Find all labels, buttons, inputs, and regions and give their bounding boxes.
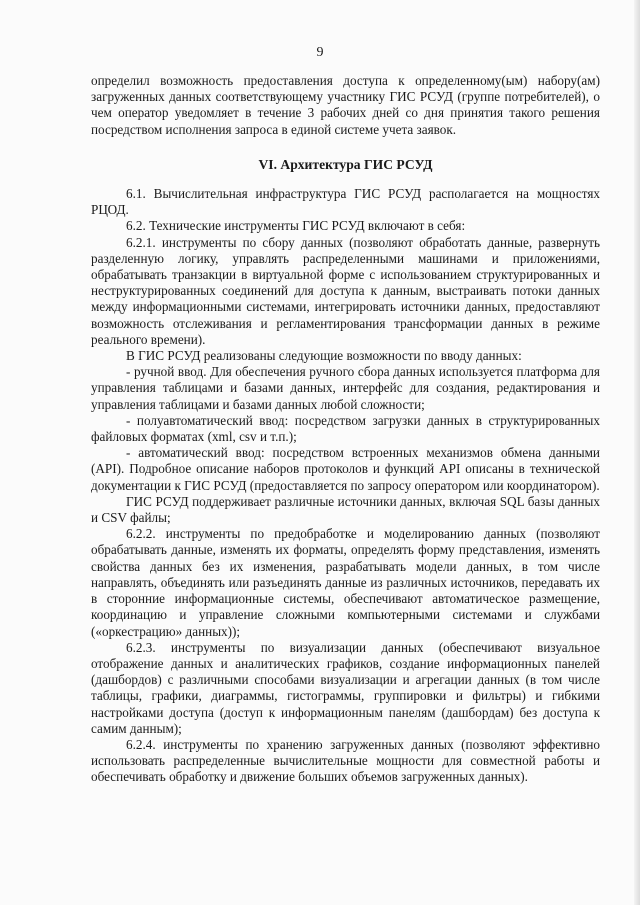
- paragraph-6-2: 6.2. Технические инструменты ГИС РСУД включают в себя:: [126, 218, 466, 234]
- paragraph-6-2-4: 6.2.4. инструменты по хранению загруженных данных (позволяют эффективно использовать распределенные вычислительные мощности для совместной работы и обеспечивать обработку и движение больших объемов загруженных данных).: [91, 736, 600, 785]
- paragraph-semi-auto-input: - полуавтоматический ввод: посредством загрузки данных в структурированных файловых форматах (xml, csv и т.п.);: [91, 412, 600, 445]
- paragraph-6-1: 6.1. Вычислительная инфраструктура ГИС РСУД располагается на мощностях РЦОД.: [91, 186, 600, 218]
- page-number: 9: [316, 45, 324, 60]
- paragraph-manual-input: - ручной ввод. Для обеспечения ручного сбора данных используется платформа для управления таблицами и базами данных, интерфейс для создания, редактирования и управления таблицами и базами данных любой сложности;: [91, 364, 600, 412]
- section-heading: VI. Архитектура ГИС РСУД: [258, 156, 433, 172]
- paragraph-6-2-3: 6.2.3. инструменты по визуализации данных (обеспечивают визуальное отображение данных и аналитических графиков, создание информационных панелей (дашбордов) с различными способами визуализации и агрегации данных (в том числе таблицы, графики, диаграммы, гистограммы, группировки и фильтры) и гибкими настройками доступа (доступ к информационным панелям (дашбордам) без доступа к самим данным);: [91, 639, 600, 736]
- paragraph-continuation: определил возможность предоставления доступа к определенному(ым) набору(ам) загруженных данных соответствующему участнику ГИС РСУД (группе потребителей), о чем оператор уведомляет в течение 3 рабочих дней со дня принятия такого решения посредством исполнения запроса в единой системе учета заявок.: [91, 73, 600, 137]
- paragraph-6-2-1: 6.2.1. инструменты по сбору данных (позволяют обработать данные, развернуть разделенную логику, управлять распределенными машинами и приложениями, обрабатывать транзакции в виртуальной форме с использованием структурированных и неструктурированных соединений для доступа к данным, выстраивать потоки данных между информационными системами, интегрировать источники данных, предоставляют возможность отслеживания и регламентирования трансформации данных в режиме реального времени).: [91, 234, 600, 347]
- paragraph-data-sources: ГИС РСУД поддерживает различные источники данных, включая SQL базы данных и CSV файлы;: [91, 493, 600, 526]
- page-edge-shadow: [634, 0, 640, 905]
- paragraph-6-2-2: 6.2.2. инструменты по предобработке и моделированию данных (позволяют обрабатывать данные, изменять их форматы, определять форму представления, изменять свойства данных без их изменения, разрабатывать модели данных, в том числе направлять, объединять или разъединять данные из различных источников, передавать их в сторонние информационные системы, обеспечивают автоматическое размещение, координацию и управление сложными компьютерными системами и службами («оркестрацию» данных));: [91, 526, 600, 639]
- paragraph-input-capabilities: В ГИС РСУД реализованы следующие возможности по вводу данных:: [126, 348, 522, 364]
- paragraph-auto-input: - автоматический ввод: посредством встроенных механизмов обмена данными (API). Подробное описание наборов протоколов и функций API описаны в технической документации к ГИС РСУД (предоставляется по запросу оператором или координатором).: [91, 445, 600, 493]
- document-body: [91, 73, 600, 786]
